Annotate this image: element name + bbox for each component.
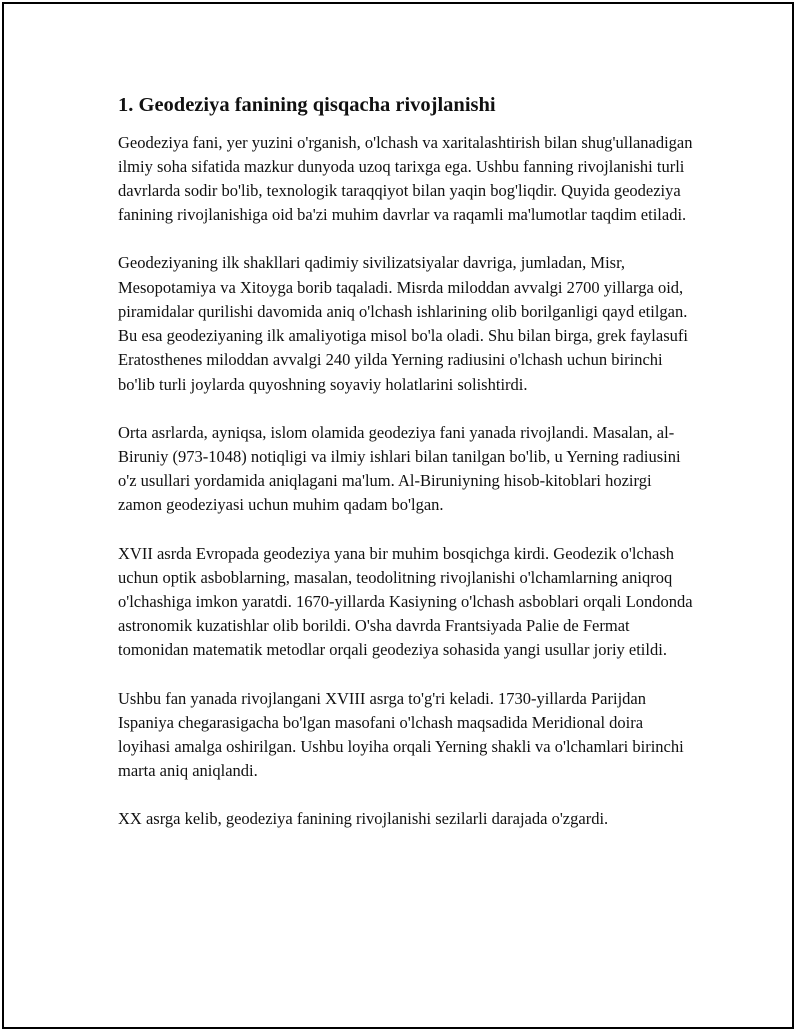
paragraph-17th-century: XVII asrda Evropada geodeziya yana bir muhim bosqichga kirdi. Geodezik o'lchash uchun optik asboblarning, masalan, teodolitning rivojlanishi o'lchamlarning aniqroq o'lchashiga imkon yaratdi. 1670-yillarda Kasiyning o'lchash asboblari orqali Londonda astronomik kuzatishlar olib borildi. O'sha davrda Frantsiyada Palie de Fermat tomonidan matematik metodlar orqali geodeziya sohasida yangi usullar joriy etildi. [118,543,693,660]
paragraph-intro: Geodeziya fani, yer yuzini o'rganish, o'lchash va xaritalashtirish bilan shug'ullanadigan ilmiy soha sifatida mazkur dunyoda uzoq tarixga ega. Ushbu fanning rivojlanishi turli davrlarda sodir bo'lib, texnologik taraqqiyot bilan yaqin bog'liqdir. Quyida geodeziya fanining rivojlanishiga oid ba'zi muhim davrlar va raqamli ma'lumotlar taqdim etiladi. [118,132,693,225]
paragraph-18th-century: Ushbu fan yanada rivojlangani XVIII asrga to'g'ri keladi. 1730-yillarda Parijdan Ispaniya chegarasigacha bo'lgan masofani o'lchash maqsadida Meridional doira loyihasi amalga oshirilgan. Ushbu loyiha orqali Yerning shakli va o'lchamlari birinchi marta aniq aniqlandi. [118,688,684,781]
paragraph-20th-century: XX asrga kelib, geodeziya fanining rivojlanishi sezilarli darajada o'zgardi. [118,809,609,829]
section-heading: 1. Geodeziya fanining qisqacha rivojlanishi [118,94,496,116]
paragraph-middle-ages: Orta asrlarda, ayniqsa, islom olamida geodeziya fani yanada rivojlandi. Masalan, al-Biruniy (973-1048) notiqligi va ilmiy ishlari bilan tanilgan bo'lib, u Yerning radiusini o'z usullari yordamida aniqlagani ma'lum. Al-Biruniyning hisob-kitoblari hozirgi zamon geodeziyasi uchun muhim qadam bo'lgan. [118,422,681,515]
document-body [118,92,693,856]
paragraph-ancient-civilizations: Geodeziyaning ilk shakllari qadimiy sivilizatsiyalar davriga, jumladan, Misr, Mesopotamiya va Xitoyga borib taqaladi. Misrda miloddan avvalgi 2700 yillarga oid, piramidalar qurilishi davomida aniq o'lchash ishlarining olib borilganligi qayd etilgan. Bu esa geodeziyaning ilk amaliyotiga misol bo'la oladi. Shu bilan birga, grek faylasufi Eratosthenes miloddan avvalgi 240 yilda Yerning radiusini o'lchash uchun birinchi bo'lib turli joylarda quyoshning soyaviy holatlarini solishtirdi. [118,253,688,394]
